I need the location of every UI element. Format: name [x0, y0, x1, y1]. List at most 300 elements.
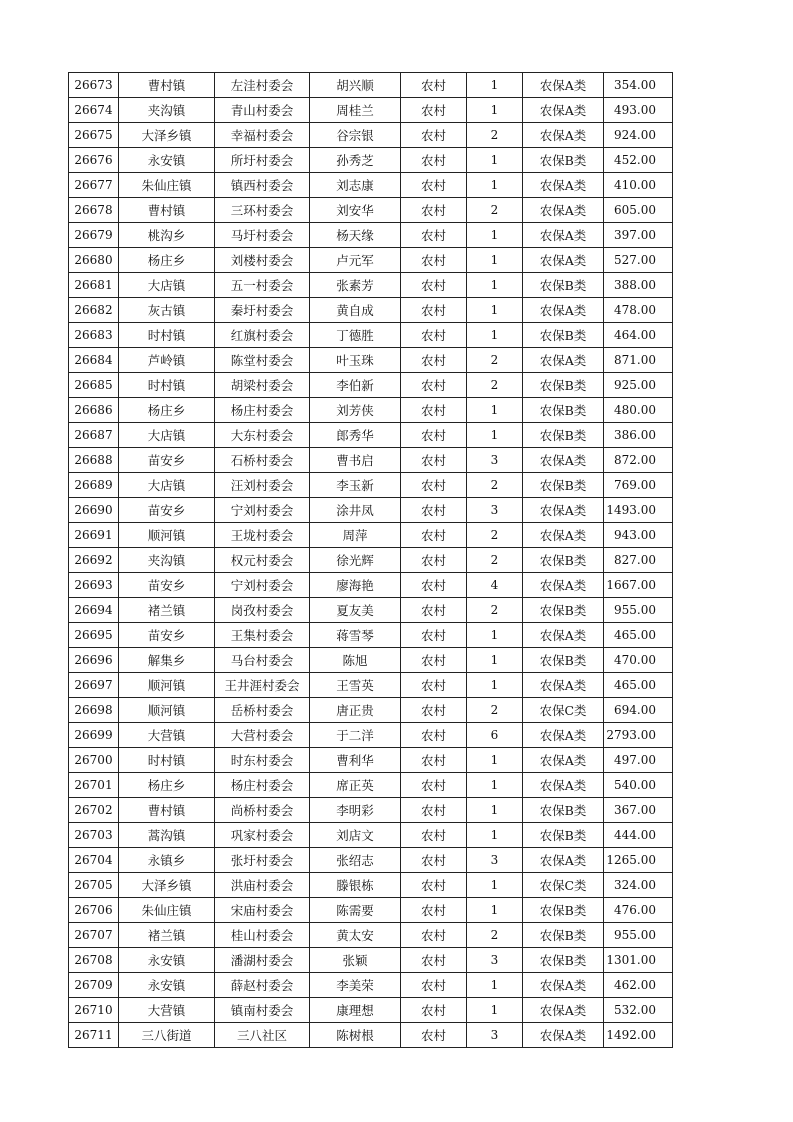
amount-cell: 367.00	[604, 798, 673, 823]
town-cell: 大店镇	[119, 473, 215, 498]
table-row	[69, 848, 673, 873]
area-type-cell: 农村	[401, 823, 467, 848]
town-cell: 曹村镇	[119, 198, 215, 223]
name-cell: 李伯新	[310, 373, 401, 398]
area-type-cell: 农村	[401, 573, 467, 598]
area-type-cell: 农村	[401, 798, 467, 823]
town-cell: 朱仙庄镇	[119, 173, 215, 198]
name-cell: 唐正贵	[310, 698, 401, 723]
village-committee-cell: 王井涯村委会	[215, 673, 310, 698]
amount-cell: 480.00	[604, 398, 673, 423]
household-count-cell: 3	[467, 1023, 523, 1048]
insurance-category-cell: 农保A类	[523, 998, 604, 1023]
insurance-category-cell: 农保A类	[523, 98, 604, 123]
name-cell: 周桂兰	[310, 98, 401, 123]
record-id-cell: 26693	[69, 573, 119, 598]
table-row	[69, 198, 673, 223]
area-type-cell: 农村	[401, 198, 467, 223]
amount-cell: 1493.00	[604, 498, 673, 523]
town-cell: 顺河镇	[119, 673, 215, 698]
household-count-cell: 1	[467, 748, 523, 773]
village-committee-cell: 三八社区	[215, 1023, 310, 1048]
town-cell: 桃沟乡	[119, 223, 215, 248]
name-cell: 陈旭	[310, 648, 401, 673]
amount-cell: 478.00	[604, 298, 673, 323]
town-cell: 时村镇	[119, 373, 215, 398]
table-row	[69, 448, 673, 473]
record-id-cell: 26689	[69, 473, 119, 498]
town-cell: 永安镇	[119, 148, 215, 173]
record-id-cell: 26675	[69, 123, 119, 148]
amount-cell: 465.00	[604, 623, 673, 648]
insurance-category-cell: 农保A类	[523, 673, 604, 698]
insurance-category-cell: 农保B类	[523, 648, 604, 673]
amount-cell: 1492.00	[604, 1023, 673, 1048]
record-id-cell: 26674	[69, 98, 119, 123]
amount-cell: 871.00	[604, 348, 673, 373]
village-committee-cell: 杨庄村委会	[215, 773, 310, 798]
household-count-cell: 2	[467, 523, 523, 548]
insurance-category-cell: 农保B类	[523, 398, 604, 423]
area-type-cell: 农村	[401, 873, 467, 898]
town-cell: 大营镇	[119, 723, 215, 748]
village-committee-cell: 青山村委会	[215, 98, 310, 123]
table-row	[69, 748, 673, 773]
amount-cell: 1265.00	[604, 848, 673, 873]
household-count-cell: 2	[467, 198, 523, 223]
household-count-cell: 1	[467, 173, 523, 198]
area-type-cell: 农村	[401, 498, 467, 523]
insurance-category-cell: 农保A类	[523, 498, 604, 523]
town-cell: 顺河镇	[119, 523, 215, 548]
record-id-cell: 26680	[69, 248, 119, 273]
name-cell: 黄太安	[310, 923, 401, 948]
village-committee-cell: 秦圩村委会	[215, 298, 310, 323]
record-id-cell: 26690	[69, 498, 119, 523]
table-row	[69, 123, 673, 148]
amount-cell: 324.00	[604, 873, 673, 898]
table-row	[69, 873, 673, 898]
name-cell: 徐光辉	[310, 548, 401, 573]
town-cell: 苗安乡	[119, 448, 215, 473]
amount-cell: 470.00	[604, 648, 673, 673]
area-type-cell: 农村	[401, 248, 467, 273]
town-cell: 三八街道	[119, 1023, 215, 1048]
amount-cell: 943.00	[604, 523, 673, 548]
name-cell: 蒋雪琴	[310, 623, 401, 648]
village-committee-cell: 岳桥村委会	[215, 698, 310, 723]
name-cell: 胡兴顺	[310, 73, 401, 98]
area-type-cell: 农村	[401, 998, 467, 1023]
insurance-category-cell: 农保A类	[523, 448, 604, 473]
village-committee-cell: 桂山村委会	[215, 923, 310, 948]
record-id-cell: 26702	[69, 798, 119, 823]
name-cell: 刘安华	[310, 198, 401, 223]
area-type-cell: 农村	[401, 723, 467, 748]
household-count-cell: 1	[467, 648, 523, 673]
record-id-cell: 26692	[69, 548, 119, 573]
insurance-category-cell: 农保A类	[523, 523, 604, 548]
amount-cell: 386.00	[604, 423, 673, 448]
area-type-cell: 农村	[401, 423, 467, 448]
insurance-category-cell: 农保A类	[523, 223, 604, 248]
village-committee-cell: 马圩村委会	[215, 223, 310, 248]
village-committee-cell: 宋庙村委会	[215, 898, 310, 923]
name-cell: 孙秀芝	[310, 148, 401, 173]
name-cell: 夏友美	[310, 598, 401, 623]
insurance-category-cell: 农保B类	[523, 823, 604, 848]
insurance-category-cell: 农保B类	[523, 323, 604, 348]
town-cell: 褚兰镇	[119, 598, 215, 623]
area-type-cell: 农村	[401, 648, 467, 673]
insurance-category-cell: 农保A类	[523, 848, 604, 873]
town-cell: 苗安乡	[119, 623, 215, 648]
insurance-category-cell: 农保A类	[523, 173, 604, 198]
household-count-cell: 3	[467, 848, 523, 873]
town-cell: 大店镇	[119, 273, 215, 298]
village-committee-cell: 石桥村委会	[215, 448, 310, 473]
name-cell: 于二洋	[310, 723, 401, 748]
table-row	[69, 523, 673, 548]
table-row	[69, 948, 673, 973]
area-type-cell: 农村	[401, 298, 467, 323]
name-cell: 丁德胜	[310, 323, 401, 348]
insurance-category-cell: 农保A类	[523, 573, 604, 598]
insurance-category-cell: 农保B类	[523, 548, 604, 573]
town-cell: 夹沟镇	[119, 98, 215, 123]
table-row	[69, 823, 673, 848]
town-cell: 灰古镇	[119, 298, 215, 323]
household-count-cell: 1	[467, 398, 523, 423]
town-cell: 杨庄乡	[119, 248, 215, 273]
town-cell: 永安镇	[119, 973, 215, 998]
amount-cell: 955.00	[604, 923, 673, 948]
household-count-cell: 1	[467, 873, 523, 898]
name-cell: 王雪英	[310, 673, 401, 698]
table-row	[69, 348, 673, 373]
area-type-cell: 农村	[401, 948, 467, 973]
name-cell: 滕银栋	[310, 873, 401, 898]
amount-cell: 532.00	[604, 998, 673, 1023]
name-cell: 康理想	[310, 998, 401, 1023]
amount-cell: 540.00	[604, 773, 673, 798]
insurance-category-cell: 农保B类	[523, 473, 604, 498]
insurance-category-cell: 农保C类	[523, 873, 604, 898]
table-row	[69, 798, 673, 823]
name-cell: 陈需要	[310, 898, 401, 923]
household-count-cell: 1	[467, 323, 523, 348]
town-cell: 时村镇	[119, 323, 215, 348]
name-cell: 席正英	[310, 773, 401, 798]
name-cell: 叶玉珠	[310, 348, 401, 373]
household-count-cell: 1	[467, 148, 523, 173]
name-cell: 张颖	[310, 948, 401, 973]
village-committee-cell: 大东村委会	[215, 423, 310, 448]
village-committee-cell: 尚桥村委会	[215, 798, 310, 823]
area-type-cell: 农村	[401, 523, 467, 548]
household-count-cell: 3	[467, 498, 523, 523]
name-cell: 刘志康	[310, 173, 401, 198]
record-id-cell: 26697	[69, 673, 119, 698]
town-cell: 大营镇	[119, 998, 215, 1023]
insurance-category-cell: 农保B类	[523, 273, 604, 298]
record-id-cell: 26710	[69, 998, 119, 1023]
area-type-cell: 农村	[401, 273, 467, 298]
insurance-category-cell: 农保B类	[523, 598, 604, 623]
table-row	[69, 1023, 673, 1048]
village-committee-cell: 张圩村委会	[215, 848, 310, 873]
village-committee-cell: 刘楼村委会	[215, 248, 310, 273]
household-count-cell: 2	[467, 698, 523, 723]
household-count-cell: 1	[467, 73, 523, 98]
household-count-cell: 4	[467, 573, 523, 598]
town-cell: 曹村镇	[119, 798, 215, 823]
table-row	[69, 623, 673, 648]
household-count-cell: 1	[467, 998, 523, 1023]
insurance-category-cell: 农保B类	[523, 148, 604, 173]
town-cell: 顺河镇	[119, 698, 215, 723]
household-count-cell: 2	[467, 598, 523, 623]
record-id-cell: 26688	[69, 448, 119, 473]
household-count-cell: 1	[467, 898, 523, 923]
insurance-category-cell: 农保B类	[523, 798, 604, 823]
area-type-cell: 农村	[401, 323, 467, 348]
town-cell: 曹村镇	[119, 73, 215, 98]
town-cell: 杨庄乡	[119, 398, 215, 423]
area-type-cell: 农村	[401, 348, 467, 373]
table-row	[69, 498, 673, 523]
village-committee-cell: 王集村委会	[215, 623, 310, 648]
area-type-cell: 农村	[401, 898, 467, 923]
village-committee-cell: 岗孜村委会	[215, 598, 310, 623]
village-committee-cell: 薛赵村委会	[215, 973, 310, 998]
record-id-cell: 26704	[69, 848, 119, 873]
table-row	[69, 473, 673, 498]
record-id-cell: 26684	[69, 348, 119, 373]
village-committee-cell: 时东村委会	[215, 748, 310, 773]
record-id-cell: 26681	[69, 273, 119, 298]
household-count-cell: 1	[467, 673, 523, 698]
insurance-category-cell: 农保A类	[523, 73, 604, 98]
table-row	[69, 573, 673, 598]
amount-cell: 827.00	[604, 548, 673, 573]
table-row	[69, 73, 673, 98]
amount-cell: 769.00	[604, 473, 673, 498]
table-row	[69, 898, 673, 923]
area-type-cell: 农村	[401, 548, 467, 573]
household-count-cell: 1	[467, 823, 523, 848]
household-count-cell: 2	[467, 348, 523, 373]
table-row	[69, 548, 673, 573]
amount-cell: 465.00	[604, 673, 673, 698]
table-row	[69, 323, 673, 348]
insurance-category-cell: 农保A类	[523, 298, 604, 323]
village-committee-cell: 宁刘村委会	[215, 573, 310, 598]
table-row	[69, 398, 673, 423]
insurance-category-cell: 农保A类	[523, 123, 604, 148]
table-row	[69, 648, 673, 673]
village-committee-cell: 镇南村委会	[215, 998, 310, 1023]
insurance-category-cell: 农保B类	[523, 923, 604, 948]
insurance-category-cell: 农保C类	[523, 698, 604, 723]
name-cell: 谷宗银	[310, 123, 401, 148]
name-cell: 陈树根	[310, 1023, 401, 1048]
town-cell: 苗安乡	[119, 573, 215, 598]
town-cell: 朱仙庄镇	[119, 898, 215, 923]
record-id-cell: 26699	[69, 723, 119, 748]
record-id-cell: 26682	[69, 298, 119, 323]
area-type-cell: 农村	[401, 598, 467, 623]
table-row	[69, 148, 673, 173]
amount-cell: 476.00	[604, 898, 673, 923]
name-cell: 刘店文	[310, 823, 401, 848]
amount-cell: 955.00	[604, 598, 673, 623]
name-cell: 黄自成	[310, 298, 401, 323]
record-id-cell: 26673	[69, 73, 119, 98]
record-id-cell: 26698	[69, 698, 119, 723]
household-count-cell: 1	[467, 798, 523, 823]
amount-cell: 497.00	[604, 748, 673, 773]
name-cell: 刘芳侠	[310, 398, 401, 423]
area-type-cell: 农村	[401, 673, 467, 698]
name-cell: 李美荣	[310, 973, 401, 998]
area-type-cell: 农村	[401, 148, 467, 173]
record-id-cell: 26678	[69, 198, 119, 223]
area-type-cell: 农村	[401, 73, 467, 98]
area-type-cell: 农村	[401, 748, 467, 773]
name-cell: 张绍志	[310, 848, 401, 873]
record-id-cell: 26707	[69, 923, 119, 948]
amount-cell: 444.00	[604, 823, 673, 848]
name-cell: 卢元军	[310, 248, 401, 273]
town-cell: 杨庄乡	[119, 773, 215, 798]
insurance-category-cell: 农保A类	[523, 623, 604, 648]
village-committee-cell: 杨庄村委会	[215, 398, 310, 423]
village-committee-cell: 幸福村委会	[215, 123, 310, 148]
table-row	[69, 273, 673, 298]
village-committee-cell: 所圩村委会	[215, 148, 310, 173]
village-committee-cell: 汪刘村委会	[215, 473, 310, 498]
insurance-category-cell: 农保A类	[523, 248, 604, 273]
amount-cell: 1667.00	[604, 573, 673, 598]
record-id-cell: 26679	[69, 223, 119, 248]
village-committee-cell: 潘湖村委会	[215, 948, 310, 973]
household-count-cell: 1	[467, 248, 523, 273]
town-cell: 大店镇	[119, 423, 215, 448]
town-cell: 夹沟镇	[119, 548, 215, 573]
household-count-cell: 1	[467, 273, 523, 298]
record-id-cell: 26686	[69, 398, 119, 423]
household-count-cell: 1	[467, 773, 523, 798]
amount-cell: 464.00	[604, 323, 673, 348]
town-cell: 芦岭镇	[119, 348, 215, 373]
insurance-category-cell: 农保A类	[523, 748, 604, 773]
area-type-cell: 农村	[401, 973, 467, 998]
area-type-cell: 农村	[401, 398, 467, 423]
record-id-cell: 26696	[69, 648, 119, 673]
amount-cell: 605.00	[604, 198, 673, 223]
town-cell: 大泽乡镇	[119, 873, 215, 898]
household-count-cell: 3	[467, 448, 523, 473]
household-count-cell: 1	[467, 98, 523, 123]
record-id-cell: 26695	[69, 623, 119, 648]
insurance-category-cell: 农保B类	[523, 373, 604, 398]
area-type-cell: 农村	[401, 223, 467, 248]
name-cell: 曹书启	[310, 448, 401, 473]
area-type-cell: 农村	[401, 773, 467, 798]
amount-cell: 410.00	[604, 173, 673, 198]
record-id-cell: 26711	[69, 1023, 119, 1048]
insurance-category-cell: 农保B类	[523, 898, 604, 923]
record-id-cell: 26700	[69, 748, 119, 773]
amount-cell: 527.00	[604, 248, 673, 273]
name-cell: 曹利华	[310, 748, 401, 773]
record-id-cell: 26701	[69, 773, 119, 798]
town-cell: 褚兰镇	[119, 923, 215, 948]
insurance-category-cell: 农保A类	[523, 1023, 604, 1048]
amount-cell: 925.00	[604, 373, 673, 398]
table-row	[69, 373, 673, 398]
amount-cell: 2793.00	[604, 723, 673, 748]
area-type-cell: 农村	[401, 623, 467, 648]
amount-cell: 388.00	[604, 273, 673, 298]
name-cell: 周萍	[310, 523, 401, 548]
record-id-cell: 26709	[69, 973, 119, 998]
name-cell: 郎秀华	[310, 423, 401, 448]
village-committee-cell: 胡梁村委会	[215, 373, 310, 398]
name-cell: 杨天缘	[310, 223, 401, 248]
insurance-category-cell: 农保A类	[523, 773, 604, 798]
town-cell: 苗安乡	[119, 498, 215, 523]
area-type-cell: 农村	[401, 923, 467, 948]
household-count-cell: 2	[467, 373, 523, 398]
village-committee-cell: 巩家村委会	[215, 823, 310, 848]
table-row	[69, 673, 673, 698]
amount-cell: 452.00	[604, 148, 673, 173]
area-type-cell: 农村	[401, 98, 467, 123]
amount-cell: 694.00	[604, 698, 673, 723]
area-type-cell: 农村	[401, 698, 467, 723]
insurance-category-cell: 农保B类	[523, 948, 604, 973]
area-type-cell: 农村	[401, 373, 467, 398]
table-row	[69, 723, 673, 748]
insurance-category-cell: 农保A类	[523, 723, 604, 748]
insurance-category-cell: 农保B类	[523, 423, 604, 448]
record-id-cell: 26706	[69, 898, 119, 923]
village-committee-cell: 红旗村委会	[215, 323, 310, 348]
village-committee-cell: 大营村委会	[215, 723, 310, 748]
table-row	[69, 698, 673, 723]
amount-cell: 1301.00	[604, 948, 673, 973]
record-id-cell: 26694	[69, 598, 119, 623]
town-cell: 永镇乡	[119, 848, 215, 873]
table-row	[69, 223, 673, 248]
household-count-cell: 1	[467, 223, 523, 248]
table-row	[69, 598, 673, 623]
area-type-cell: 农村	[401, 848, 467, 873]
record-id-cell: 26677	[69, 173, 119, 198]
village-committee-cell: 洪庙村委会	[215, 873, 310, 898]
insurance-category-cell: 农保A类	[523, 198, 604, 223]
household-count-cell: 1	[467, 623, 523, 648]
table-row	[69, 923, 673, 948]
area-type-cell: 农村	[401, 173, 467, 198]
household-count-cell: 2	[467, 123, 523, 148]
record-id-cell: 26691	[69, 523, 119, 548]
village-committee-cell: 镇西村委会	[215, 173, 310, 198]
town-cell: 永安镇	[119, 948, 215, 973]
household-count-cell: 1	[467, 423, 523, 448]
